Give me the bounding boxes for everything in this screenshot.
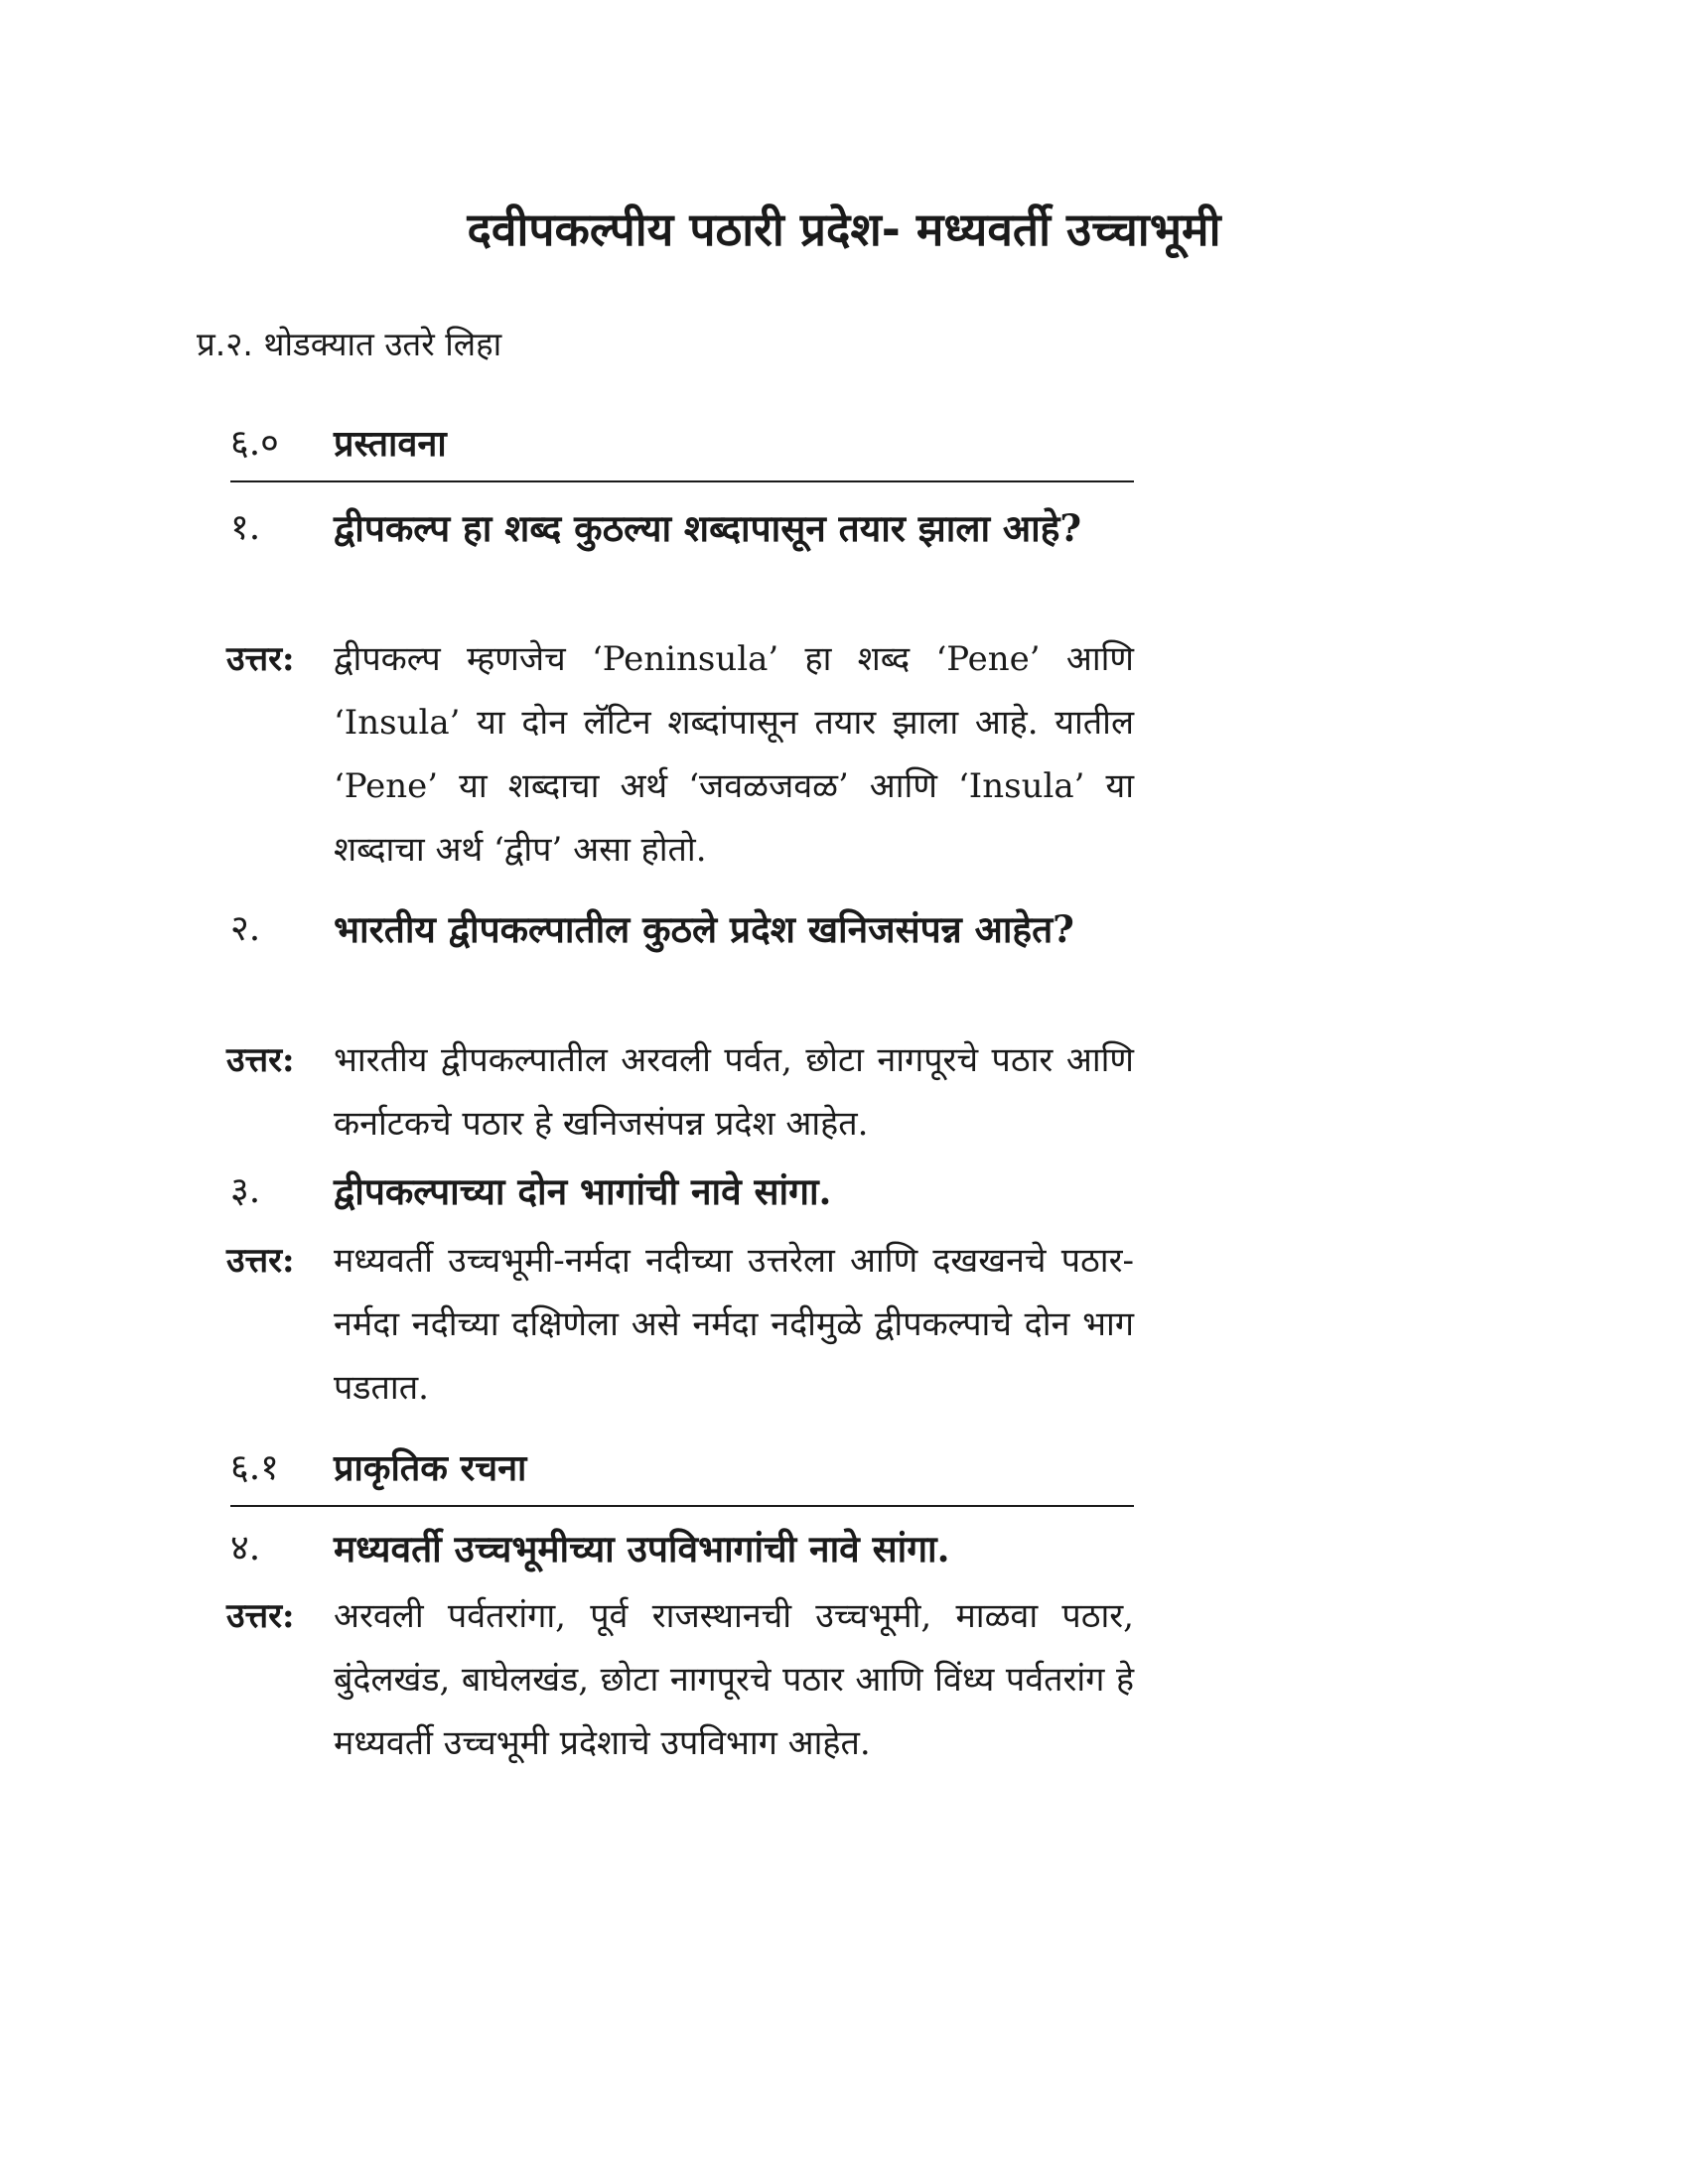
answer-text: भारतीय द्वीपकल्पातील अरवली पर्वत, छोटा नागपूरचे पठार आणि कर्नाटकचे पठार हे खनिजसंपन्न प्रदेश आहेत.	[334, 1040, 1134, 1144]
answer-text: अरवली पर्वतरांगा, पूर्व राजस्थानची उच्चभूमी, माळवा पठार, बुंदेलखंड, बाघेलखंड, छोटा नागपूरचे पठार आणि विंध्य पर्वतरांग हे मध्यवर्ती उच्चभूमी प्रदेशाचे उपविभाग आहेत.	[334, 1596, 1134, 1763]
section-number: ६.१	[230, 1447, 279, 1488]
question-block	[226, 1517, 1134, 1580]
answer-text: द्वीपकल्प म्हणजेच ‘Peninsula’ हा शब्द ‘Pene’ आणि ‘Insula’ या दोन लॅटिन शब्दांपासून तयार झाला आहे. यातील ‘Pene’ या शब्दाचा अर्थ ‘जवळजवळ’ आणि ‘Insula’ या शब्दाचा अर्थ ‘द्वीप’ असा होतो.	[334, 639, 1134, 870]
section-heading	[230, 1439, 1134, 1497]
question	[226, 496, 1134, 560]
section-heading	[230, 415, 1134, 473]
answer	[226, 1584, 1134, 1775]
question	[226, 1160, 1134, 1223]
question-text: मध्यवर्ती उच्चभूमीच्या उपविभागांची नावे सांगा.	[334, 1527, 950, 1570]
answer-label: उत्तर:	[226, 1040, 295, 1080]
question	[226, 897, 1134, 961]
question-text: भारतीय द्वीपकल्पातील कुठले प्रदेश खनिजसंपन्न आहेत?	[334, 907, 1074, 951]
answer-block	[226, 1028, 1134, 1156]
answer	[226, 1028, 1134, 1156]
question-block	[226, 1160, 1134, 1223]
question-number: ३.	[230, 1170, 261, 1211]
question-text: द्वीपकल्प हा शब्द कुठल्या शब्दापासून तयार झाला आहे?	[334, 506, 1082, 550]
section-title: प्राकृतिक रचना	[334, 1447, 527, 1489]
question-number: १.	[230, 507, 261, 548]
answer-label: उत्तर:	[226, 1596, 295, 1636]
answer-text: मध्यवर्ती उच्चभूमी-नर्मदा नदीच्या उत्तरेला आणि दखखनचे पठार-नर्मदा नदीच्या दक्षिणेला असे नर्मदा नदीमुळे द्वीपकल्पाचे दोन भाग पडतात.	[334, 1241, 1134, 1408]
question-block	[226, 496, 1134, 560]
answer-label: उत्तर:	[226, 1241, 295, 1281]
question-number: ४.	[230, 1528, 261, 1569]
page-title: दवीपकल्पीय पठारी प्रदेश- मध्यवर्ती उच्चाभूमी	[467, 203, 1221, 256]
question-text: द्वीपकल्पाच्या दोन भागांची नावे सांगा.	[334, 1169, 832, 1213]
answer-block	[226, 1584, 1134, 1775]
answer-block	[226, 1229, 1134, 1420]
question	[226, 1517, 1134, 1580]
answer	[226, 1229, 1134, 1420]
section-title: प्रस्तावना	[334, 423, 447, 465]
answer	[226, 627, 1134, 882]
question-block	[226, 897, 1134, 961]
section-divider	[230, 1505, 1134, 1507]
answer-label: उत्तर:	[226, 639, 295, 679]
section-number: ६.०	[230, 423, 279, 464]
question-number: २.	[230, 908, 261, 949]
section-divider	[230, 480, 1134, 482]
answer-block	[226, 627, 1134, 882]
instruction: प्र.२. थोडक्यात उतरे लिहा	[197, 325, 502, 363]
